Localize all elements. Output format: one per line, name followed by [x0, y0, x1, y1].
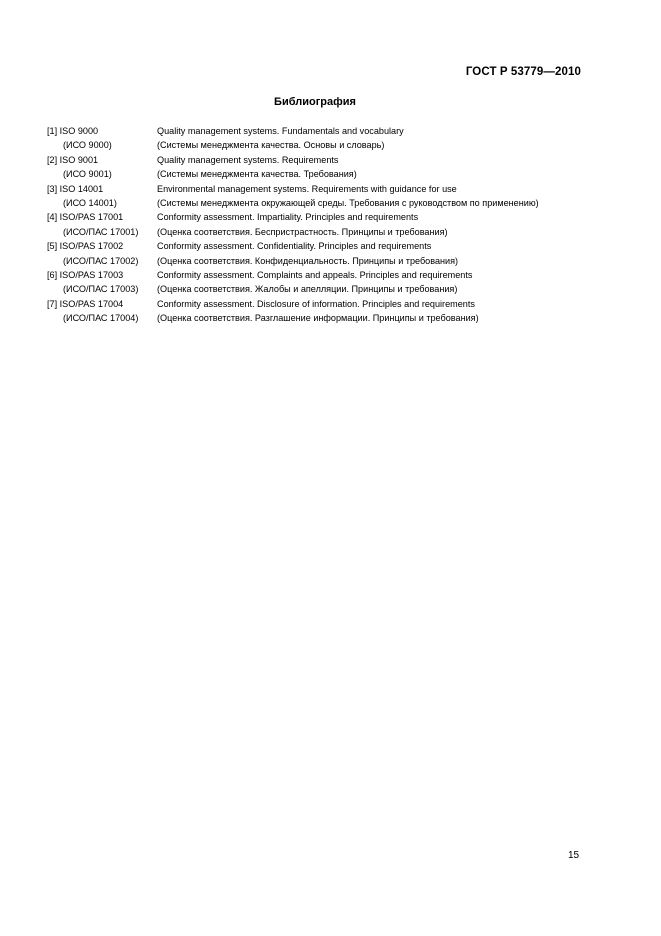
reference-russian-title: (Оценка соответствия. Разглашение информации. Принципы и требования): [157, 313, 479, 324]
reference-russian-code: (ИСО 9001): [63, 169, 112, 180]
reference-standard-code: ISO 14001: [59, 183, 104, 194]
bibliography-list: [47, 124, 607, 326]
reference-standard-code: ISO 9000: [59, 126, 99, 136]
reference-standard-code: ISO/PAS 17002: [59, 241, 124, 252]
bibliography-item: [47, 153, 607, 182]
bibliography-item: [47, 124, 607, 153]
reference-title: Conformity assessment. Disclosure of information. Principles and requirements: [157, 298, 475, 309]
reference-russian-code: (ИСО 14001): [63, 198, 117, 209]
reference-title: Conformity assessment. Confidentiality. Principles and requirements: [157, 241, 432, 252]
reference-code: [47, 182, 157, 196]
reference-title: Environmental management systems. Requirements with guidance for use: [157, 183, 457, 194]
reference-line-original: [47, 268, 607, 282]
reference-number: [1]: [47, 126, 58, 136]
page-number: 15: [568, 850, 580, 861]
bibliography-item: [47, 297, 607, 326]
reference-title: Conformity assessment. Complaints and appeals. Principles and requirements: [157, 270, 473, 281]
reference-line-original: [47, 239, 607, 253]
reference-line-original: [47, 182, 607, 196]
reference-line-translation: [47, 225, 607, 239]
reference-line-translation: [47, 167, 607, 181]
reference-line-original: [47, 210, 607, 224]
reference-russian-code: (ИСО/ПАС 17001): [63, 226, 139, 237]
reference-russian-title: (Системы менеджмента окружающей среды. Требования с руководством по применению): [157, 198, 539, 209]
reference-line-original: [47, 297, 607, 311]
reference-russian-title: (Системы менеджмента качества. Требования): [157, 169, 357, 180]
reference-line-original: [47, 124, 607, 138]
reference-title: Quality management systems. Fundamentals and vocabulary: [157, 126, 404, 136]
reference-number: [2]: [47, 154, 58, 165]
bibliography-item: [47, 182, 607, 211]
reference-russian-code: (ИСО/ПАС 17004): [63, 313, 139, 324]
reference-line-translation: [47, 282, 607, 296]
reference-title: Conformity assessment. Impartiality. Principles and requirements: [157, 212, 419, 223]
reference-code: [47, 268, 157, 282]
reference-russian-title: (Системы менеджмента качества. Основы и словарь): [157, 140, 385, 151]
reference-line-translation: [47, 138, 607, 152]
bibliography-item: [47, 239, 607, 268]
reference-russian-title: (Оценка соответствия. Конфиденциальность. Принципы и требования): [157, 255, 459, 266]
reference-line-translation: [47, 311, 607, 325]
bibliography-item: [47, 268, 607, 297]
reference-line-original: [47, 153, 607, 167]
reference-number: [5]: [47, 241, 58, 252]
reference-number: [6]: [47, 270, 58, 281]
reference-standard-code: ISO/PAS 17004: [59, 298, 124, 309]
reference-russian-title: (Оценка соответствия. Жалобы и апелляции. Принципы и требования): [157, 284, 458, 295]
reference-russian-code: (ИСО/ПАС 17002): [63, 255, 139, 266]
document-code: ГОСТ Р 53779—2010: [465, 66, 581, 78]
reference-number: [7]: [47, 298, 58, 309]
reference-code: [47, 210, 157, 224]
section-title: Библиография: [274, 96, 356, 108]
reference-number: [3]: [47, 183, 58, 194]
reference-russian-title: (Оценка соответствия. Беспристрастность. Принципы и требования): [157, 226, 448, 237]
reference-russian-code: (ИСО/ПАС 17003): [63, 284, 139, 295]
reference-line-translation: [47, 254, 607, 268]
reference-russian-code: (ИСО 9000): [63, 140, 112, 151]
reference-standard-code: ISO 9001: [59, 154, 99, 165]
bibliography-item: [47, 210, 607, 239]
reference-standard-code: ISO/PAS 17003: [59, 270, 124, 281]
reference-line-translation: [47, 196, 607, 210]
reference-code: [47, 124, 157, 138]
reference-title: Quality management systems. Requirements: [157, 154, 339, 165]
reference-standard-code: ISO/PAS 17001: [59, 212, 124, 223]
reference-number: [4]: [47, 212, 58, 223]
reference-code: [47, 153, 157, 167]
reference-code: [47, 239, 157, 253]
reference-code: [47, 297, 157, 311]
